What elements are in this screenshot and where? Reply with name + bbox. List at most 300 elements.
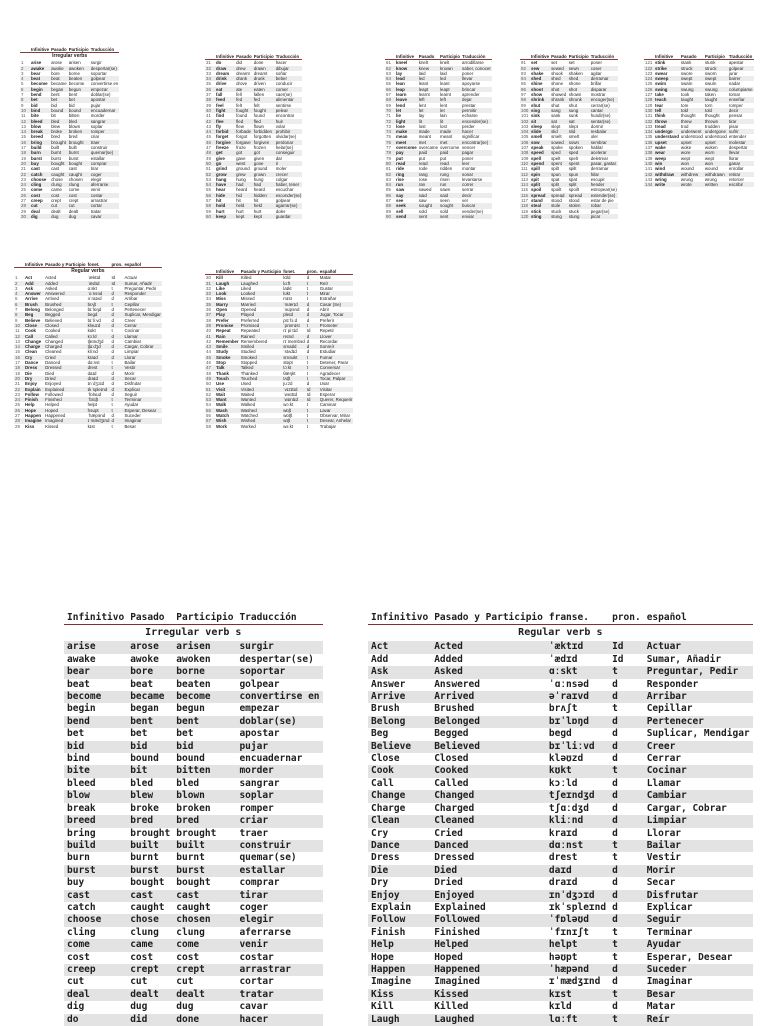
table-cell: stank	[680, 60, 692, 66]
table-cell: sewed	[550, 66, 568, 71]
table-cell: picar	[590, 214, 618, 219]
table-cell: stand	[531, 198, 543, 204]
table-cell: Preferred	[240, 317, 260, 323]
table-cell: dealt	[51, 208, 61, 214]
table-cell: Repeat	[216, 328, 231, 334]
table-cell: ˈæktɪd	[87, 275, 101, 281]
table-cell: rɪˈmembəd	[283, 338, 305, 344]
table-cell: 19	[21, 155, 26, 161]
table-cell: shut	[568, 102, 577, 108]
table-row	[64, 728, 323, 740]
table-cell: bit	[127, 765, 173, 777]
table-cell: aferrarse	[239, 926, 291, 938]
table-cell: Fumar	[319, 355, 354, 360]
table-cell: kɪld	[548, 1001, 572, 1013]
table-row	[64, 976, 323, 988]
table-cell: surgir	[236, 641, 322, 653]
table-cell: tʃeɪndʒd	[546, 790, 609, 802]
table-cell: ganar	[728, 161, 754, 166]
table-cell: encontrar(se)	[461, 140, 492, 145]
table-cell: speed	[530, 150, 550, 155]
table-cell: rose	[418, 176, 428, 182]
table-cell: ɪˈmædʒɪnd	[548, 976, 601, 988]
table-cell: drove	[236, 81, 248, 87]
table-cell: sat	[550, 119, 568, 124]
table-cell: arrodillarse	[462, 60, 484, 66]
table-cell: caught	[176, 901, 211, 913]
table-row	[520, 113, 618, 118]
table-cell: spoilt	[551, 187, 562, 193]
table-cell: costar	[239, 951, 274, 963]
table-cell: begun	[176, 703, 205, 715]
table-cell: 141	[645, 166, 653, 172]
table-cell: Missed	[240, 296, 255, 302]
table-cell: hacer	[236, 1014, 322, 1026]
table-cell: 80	[385, 161, 395, 166]
table-cell: Pertenecer	[124, 307, 146, 313]
table-cell: told	[704, 108, 728, 113]
table-cell: Watched	[240, 413, 258, 419]
table-row	[64, 641, 323, 653]
table-row	[385, 214, 492, 219]
table-cell: burst	[64, 865, 127, 877]
table-cell: Lavar	[319, 408, 354, 413]
table-cell: ˈfɒləʊd	[546, 914, 609, 926]
table-cell: split	[530, 182, 550, 187]
table-cell: 99	[521, 102, 526, 108]
table-cell: run	[439, 182, 461, 187]
table-cell: agitar	[590, 70, 602, 76]
table-cell: sonar	[461, 172, 492, 177]
table-cell: sought	[439, 203, 461, 208]
table-cell: escribir	[728, 182, 754, 187]
table-cell: learnt	[440, 92, 452, 98]
table-row	[64, 716, 323, 728]
table-cell: 31	[206, 60, 211, 66]
table-cell: 6	[20, 87, 30, 92]
table-cell: kɪst	[87, 423, 95, 429]
table-row	[368, 1014, 753, 1026]
table-cell: ˈvɪzɪtɪd	[282, 387, 306, 392]
table-cell: Seguir	[644, 914, 753, 926]
table-cell: d	[609, 691, 644, 703]
table-cell: spread	[550, 193, 568, 198]
table-cell: met	[439, 140, 461, 145]
table-cell: ride	[396, 166, 405, 172]
table-cell: trodden	[704, 123, 720, 129]
table-row	[20, 214, 119, 219]
table-cell: sowed	[550, 140, 568, 145]
table-row	[64, 666, 323, 678]
table-cell: Arrived	[45, 296, 59, 302]
table-cell: Smile	[215, 344, 240, 349]
table-cell: deal	[31, 208, 40, 214]
table-cell: bɪˈliːvd	[546, 741, 609, 753]
table-cell: Belong	[368, 716, 431, 728]
table-cell: drink	[215, 76, 235, 81]
table-cell: kept	[253, 214, 275, 219]
table-cell: sentar(se)	[590, 119, 618, 124]
table-cell: swum	[704, 81, 717, 87]
table-cell: ˈstʌdɪd	[283, 349, 297, 355]
table-cell: bɪˈlɒŋd	[87, 307, 102, 313]
table-cell: spelt	[568, 155, 578, 161]
table-cell: entender	[728, 134, 747, 140]
table-cell: broke	[50, 129, 68, 134]
table-cell: pisar	[728, 123, 739, 129]
table-cell: perdonar	[275, 140, 303, 145]
table-cell: Added	[44, 281, 87, 286]
table-cell: split	[550, 182, 568, 187]
table-cell: encuadernar	[239, 753, 303, 765]
table-row	[368, 976, 753, 988]
table-cell: find	[216, 113, 225, 119]
table-cell: slide	[530, 129, 550, 134]
table-cell: t	[306, 402, 309, 408]
table-cell: bought	[130, 877, 165, 889]
column-header: Pasado y Participio	[431, 612, 546, 625]
table-cell: stood	[551, 198, 562, 204]
table-cell: θæŋkt	[283, 370, 296, 376]
table-cell: Cerrar	[646, 753, 682, 765]
table-cell: encontrar	[275, 113, 295, 119]
table-cell: wɒʃt	[282, 408, 306, 413]
column-header: español	[123, 262, 161, 268]
table-cell: torn	[704, 102, 713, 108]
table-cell: hid	[235, 193, 253, 198]
table-cell: borne	[173, 666, 236, 678]
table-cell: became	[127, 691, 173, 703]
table-row	[64, 765, 323, 777]
table-cell: kʊkt	[546, 765, 609, 777]
table-cell: quemar(se)	[90, 150, 120, 155]
table-cell: Reír	[319, 281, 354, 286]
table-cell: kɔːld	[548, 777, 578, 789]
table-cell: spread	[530, 193, 550, 198]
table-cell: Open	[216, 307, 228, 313]
table-cell: burnt	[130, 852, 159, 864]
table-cell: cortar	[239, 976, 274, 988]
table-cell: Stop	[216, 360, 226, 366]
table-cell: 44	[206, 349, 211, 355]
table-cell: meant	[440, 134, 453, 140]
table-cell: Imagine	[371, 976, 412, 988]
table-cell: t	[612, 703, 618, 715]
table-cell: molestar	[728, 140, 754, 145]
table-cell: doblar(se)	[90, 92, 111, 98]
table-row	[368, 815, 753, 827]
table-cell: retorcer	[728, 176, 745, 182]
table-cell: Begged	[44, 312, 87, 317]
table-cell: Danced	[45, 360, 61, 366]
table-cell: daɪd	[87, 370, 97, 376]
table-cell: reɪnd	[282, 334, 306, 339]
table-cell: apoyarse	[462, 81, 481, 87]
table-cell: bled	[130, 777, 154, 789]
table-cell: 126	[645, 86, 653, 92]
table-cell: d	[111, 370, 114, 376]
table-cell: d	[609, 914, 644, 926]
table-cell: spin	[530, 172, 550, 177]
table-cell: Terminar	[123, 397, 161, 402]
table-cell: Esperar	[319, 391, 336, 397]
table-cell: Charged	[44, 344, 87, 349]
table-cell: rung	[439, 172, 461, 177]
table-cell: freeze	[216, 145, 229, 151]
table-cell: win	[654, 161, 680, 166]
table-cell: shaken	[568, 70, 583, 76]
table-cell: saw	[396, 187, 405, 193]
table-cell: Disfrutar	[124, 381, 142, 387]
table-cell: dealt	[173, 989, 236, 1001]
table-cell: 18	[20, 150, 30, 155]
table-cell: Add	[371, 653, 389, 665]
table-cell: shot	[568, 87, 590, 92]
table-cell: t	[111, 360, 113, 366]
table-cell: leer	[461, 161, 492, 166]
table-cell: estallar	[90, 155, 105, 161]
table-cell: Morir	[124, 370, 135, 376]
table-cell: brought	[51, 139, 66, 145]
table-cell: 112	[521, 171, 528, 177]
table-cell: Enjoy	[368, 890, 431, 902]
table-row	[520, 150, 618, 155]
table-cell: 60	[205, 214, 215, 219]
table-cell: 26	[20, 193, 30, 198]
table-cell: spoilt	[568, 187, 579, 193]
table-cell: begin	[30, 87, 50, 92]
table-cell: bɪˈliːvd	[87, 317, 101, 323]
table-cell: 14	[20, 129, 30, 134]
table-cell: 73	[386, 123, 391, 129]
table-cell: Extrañar	[319, 296, 337, 302]
table-cell: mean	[396, 134, 408, 140]
table-cell: 17	[15, 360, 20, 366]
table-cell: stick	[531, 208, 542, 214]
table-cell: 108	[521, 150, 529, 156]
table-cell: d	[612, 753, 618, 765]
table-cell: ˈhæpənd	[87, 413, 106, 419]
table-cell: tirar	[236, 890, 322, 902]
table-cell: overcome	[440, 145, 460, 151]
table-cell: ˈprɒmɪst	[282, 323, 306, 328]
table-cell: make	[395, 129, 418, 134]
column-header: Pasado y Participio	[45, 262, 86, 267]
column-header: Traducción	[236, 612, 322, 625]
table-cell: 44	[205, 129, 215, 134]
table-cell: 40	[206, 328, 211, 334]
table-row	[368, 902, 753, 914]
table-row	[368, 666, 753, 678]
table-cell: smelt	[551, 134, 562, 140]
table-cell: 136	[645, 139, 653, 145]
table-cell: Pertenecer	[644, 716, 753, 728]
table-row	[205, 214, 302, 219]
table-cell: Cried	[44, 355, 87, 360]
table-cell: Id	[111, 275, 116, 281]
table-cell: 37	[205, 312, 215, 317]
table-row	[368, 964, 753, 976]
table-cell: Brushed	[44, 302, 87, 307]
table-row	[14, 424, 162, 429]
table-cell: built	[51, 145, 60, 151]
table-row	[64, 914, 323, 926]
table-cell: Laugh	[215, 281, 240, 286]
table-cell: Followed	[45, 391, 63, 397]
table-cell: conducir	[275, 81, 293, 87]
table-cell: t	[306, 408, 319, 413]
column-header: Infinitive	[531, 54, 550, 59]
table-cell: comprar	[90, 161, 120, 166]
table-cell: forbid	[215, 129, 235, 134]
table-cell: Dry	[371, 877, 389, 889]
table-cell: d	[111, 317, 114, 323]
table-cell: become	[31, 81, 48, 87]
table-cell: encoger(se)	[590, 97, 618, 102]
table-cell: feed	[215, 97, 235, 102]
table-cell: grew	[235, 172, 253, 177]
column-header: pron.	[111, 262, 123, 267]
column-header: Participio	[568, 54, 589, 59]
table-cell: Marry	[215, 302, 240, 307]
table-cell: 29	[21, 208, 26, 214]
table-cell: 74	[385, 129, 395, 134]
table-cell: 42	[206, 338, 211, 344]
irregular-zoom-title: Irregular verb s	[64, 625, 323, 642]
table-cell: fly	[216, 123, 222, 129]
table-cell: bought	[50, 161, 68, 166]
table-cell: wept	[704, 155, 715, 161]
table-cell: eaten	[253, 87, 275, 92]
table-cell: agarrar(se)	[275, 203, 303, 208]
table-cell: brought	[130, 827, 171, 839]
table-cell: ˈweɪtɪd	[283, 391, 298, 397]
table-cell: 18	[14, 365, 24, 370]
table-cell: swore	[680, 70, 693, 76]
table-cell: blow	[64, 790, 127, 802]
table-cell: split	[568, 182, 590, 187]
table-cell: Secar	[123, 376, 161, 381]
table-cell: shrink	[530, 97, 550, 102]
table-cell: aferrarse	[90, 182, 120, 187]
table-cell: sewn	[568, 66, 590, 71]
table-cell: 101	[521, 113, 529, 119]
table-cell: sent	[418, 214, 439, 219]
table-cell: apestar	[728, 60, 744, 66]
table-cell: t	[306, 418, 319, 423]
table-cell: bet	[67, 728, 85, 740]
table-cell: sung	[568, 108, 590, 113]
table-cell: Believed	[431, 741, 546, 753]
table-cell: become	[68, 81, 85, 87]
table-cell: spoken	[568, 145, 583, 151]
table-cell: 109	[521, 155, 529, 161]
table-cell: wɪʃt	[282, 418, 306, 423]
table-cell: sank	[551, 113, 561, 119]
table-cell: Promise	[215, 323, 240, 328]
table-cell: 4	[14, 291, 24, 296]
table-cell: cling	[30, 182, 50, 187]
table-cell: serrar	[462, 187, 474, 193]
table-cell: 46	[206, 360, 211, 366]
table-cell: 70	[385, 108, 395, 113]
table-cell: run	[395, 182, 418, 187]
table-cell: Sumar, Añadir	[123, 281, 161, 286]
table-cell: chosen	[68, 176, 83, 182]
table-cell: known	[439, 66, 461, 71]
table-cell: ˈædɪd	[87, 281, 111, 286]
table-cell: lay	[418, 113, 425, 119]
table-cell: bought	[176, 877, 211, 889]
table-cell: swam	[680, 81, 693, 87]
table-cell: moler	[275, 166, 287, 172]
table-cell: t	[306, 376, 319, 381]
table-cell: Changed	[431, 790, 546, 802]
table-cell: beber	[275, 76, 303, 81]
table-cell: soportar	[236, 666, 322, 678]
table-row	[64, 691, 323, 703]
table-cell: Play	[215, 312, 240, 317]
table-cell: thought	[704, 113, 720, 119]
table-row	[368, 679, 753, 691]
table-cell: made	[439, 129, 461, 134]
irregular-table-col4	[520, 54, 618, 219]
table-cell: d	[110, 418, 123, 423]
table-row	[205, 187, 302, 192]
table-cell: 53	[205, 397, 215, 402]
table-cell: Studied	[240, 349, 256, 355]
table-cell: bet	[130, 728, 148, 740]
table-cell: 34	[205, 76, 215, 81]
table-row	[205, 134, 302, 139]
table-cell: 138	[645, 150, 653, 156]
table-cell: shone	[551, 81, 564, 87]
table-cell: perder	[462, 123, 475, 129]
table-cell: understand	[655, 134, 679, 140]
table-cell: d	[110, 323, 123, 328]
table-cell: bleed	[30, 119, 50, 124]
table-cell: Llorar	[123, 355, 161, 360]
table-cell: leant	[418, 81, 429, 87]
table-row	[64, 927, 323, 939]
table-cell: Matar	[646, 1001, 676, 1013]
table-cell: spell	[531, 155, 542, 161]
table-cell: fed	[253, 97, 275, 102]
table-cell: Visited	[240, 387, 283, 392]
table-cell: 117	[521, 198, 528, 204]
table-row	[64, 865, 323, 877]
table-cell: wake	[655, 145, 666, 151]
table-cell: Seguir	[124, 391, 138, 397]
table-cell: Cleaned	[45, 349, 62, 355]
table-cell: 62	[385, 66, 395, 71]
table-cell: ˈmærɪd	[282, 302, 306, 307]
column-header: fonet.	[282, 269, 306, 275]
table-cell: 42	[205, 119, 215, 124]
table-cell: set	[551, 60, 557, 66]
table-cell: acelerar	[590, 150, 618, 155]
table-cell: wind	[655, 166, 665, 172]
table-cell: Prometer	[319, 323, 354, 328]
table-cell: 36	[206, 307, 211, 313]
table-cell: 3	[21, 70, 24, 76]
table-cell: 33	[205, 291, 215, 296]
table-cell: woke	[680, 145, 692, 151]
table-cell: d	[111, 296, 114, 302]
table-cell: Work	[216, 423, 227, 429]
table-cell: t	[306, 413, 309, 419]
table-cell: wɔːkt	[283, 402, 294, 408]
